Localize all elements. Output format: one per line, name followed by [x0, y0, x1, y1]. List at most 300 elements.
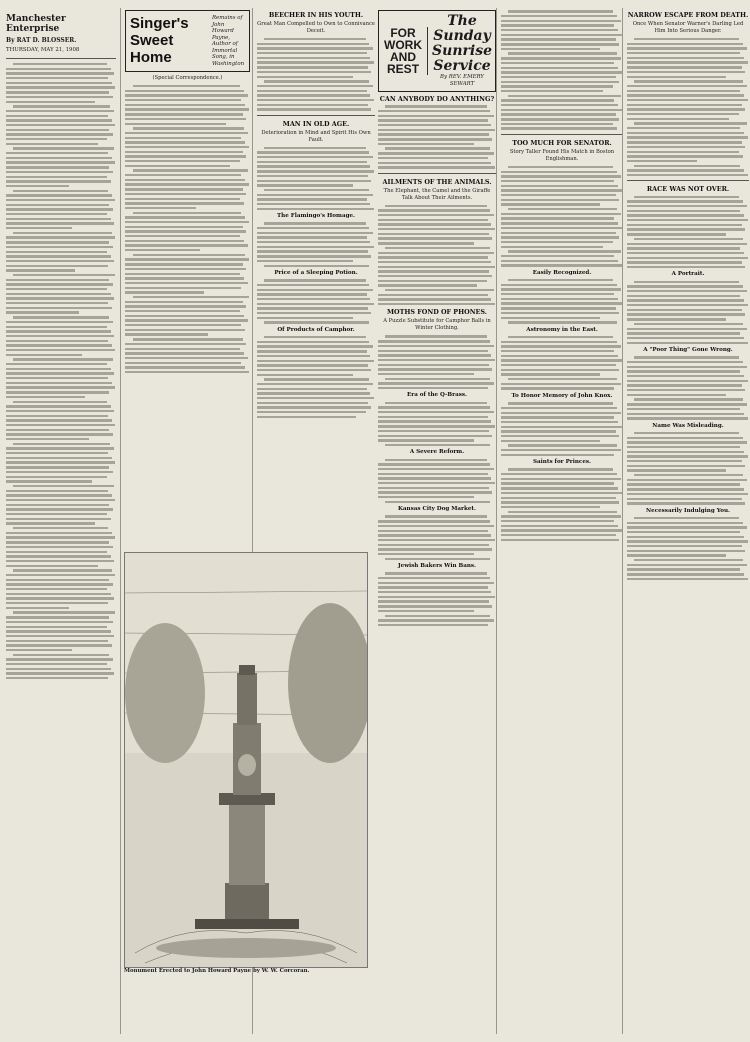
headline-flamingo: The Flamingo's Homage. [277, 213, 355, 220]
text-line [378, 284, 477, 286]
text-line [257, 411, 366, 413]
column-5-body-b [501, 166, 623, 267]
subhead-moths: A Puzzle Substitute for Camphor Balls in Winter Clothing. [383, 318, 491, 332]
text-line [264, 321, 369, 323]
text-line [125, 324, 241, 326]
text-line [257, 85, 373, 87]
text-line [627, 295, 740, 297]
text-line [6, 672, 114, 674]
text-line [6, 124, 115, 126]
text-line [378, 406, 490, 408]
column-4-body-c [378, 335, 496, 389]
text-line [508, 208, 617, 210]
text-line [257, 108, 371, 110]
text-line [501, 99, 614, 101]
headline-senator: TOO MUCH FOR SENATOR. [512, 138, 612, 147]
text-line [627, 417, 748, 419]
dateline: (Special Correspondence.) [152, 75, 223, 81]
issue-date: THURSDAY, MAY 21, 1908 [6, 47, 80, 53]
text-line [385, 402, 486, 404]
text-line [257, 57, 370, 59]
text-line [501, 534, 616, 536]
text-line [501, 312, 619, 314]
text-line [378, 354, 491, 356]
text-line [378, 294, 488, 296]
text-line [133, 127, 244, 129]
text-line [378, 275, 492, 277]
text-line [378, 233, 489, 235]
text-line [6, 307, 112, 309]
text-line [378, 373, 474, 375]
text-line [627, 224, 742, 226]
text-line [6, 452, 108, 454]
text-line [378, 487, 489, 489]
text-line [378, 582, 494, 584]
headline-astronomy: Astronomy in the East. [526, 326, 598, 333]
text-line [627, 66, 742, 68]
text-line [257, 298, 370, 300]
text-line [627, 488, 744, 490]
text-line [257, 47, 373, 49]
text-line [257, 203, 370, 205]
text-line [257, 94, 370, 96]
text-line [627, 479, 747, 481]
column-1-body [6, 63, 116, 679]
text-line [501, 478, 621, 480]
text-line [508, 52, 617, 54]
text-line [378, 468, 494, 470]
text-line [501, 373, 600, 375]
text-line [385, 459, 486, 461]
text-line [125, 226, 243, 228]
text-line [501, 227, 622, 229]
column-4-body-d [378, 402, 496, 447]
text-line [378, 252, 494, 254]
text-line [125, 305, 246, 307]
text-line [634, 356, 739, 358]
text-line [264, 378, 369, 380]
text-line [125, 137, 241, 139]
text-line [6, 86, 115, 88]
text-line [6, 490, 108, 492]
text-line [378, 491, 492, 493]
text-line [378, 350, 488, 352]
column-5-body-f [501, 468, 623, 541]
banner-title: The Sunday Sunrise Service [432, 13, 492, 74]
text-line [264, 336, 365, 338]
text-line [257, 360, 374, 362]
text-line [257, 397, 374, 399]
text-line [6, 293, 111, 295]
text-line [378, 162, 491, 164]
column-5-body-d [501, 336, 623, 390]
text-line [6, 321, 113, 323]
text-line [627, 578, 748, 580]
column-6-body-d [627, 356, 749, 419]
text-line [627, 313, 745, 315]
monument-caption: Monument Erected to John Howard Payne by W. W. Corcoran. [124, 968, 310, 974]
text-line [264, 189, 369, 191]
text-line [627, 318, 726, 320]
text-line [6, 649, 72, 651]
singer-subhead: Remains of John Howard Payne, Author of Immortal Song, in Washington [212, 15, 245, 67]
text-line [257, 194, 373, 196]
text-line [627, 361, 743, 363]
text-line [6, 133, 113, 135]
text-line [125, 123, 226, 125]
text-line [385, 205, 486, 207]
headline-jewish-bakers: Jewish Bakers Win Bans. [398, 563, 476, 570]
text-line [378, 539, 495, 541]
text-line [501, 501, 619, 503]
text-line [378, 496, 474, 498]
text-line [501, 350, 614, 352]
subhead-beecher: Great Man Compelled to Own to Connivance Deceit. [257, 21, 375, 34]
text-line [6, 91, 109, 93]
text-line [6, 396, 85, 398]
text-line [125, 165, 230, 167]
text-line [6, 222, 114, 224]
text-line [6, 297, 114, 299]
text-line [133, 254, 246, 256]
text-line [378, 435, 492, 437]
text-line [6, 96, 113, 98]
text-line [627, 531, 740, 533]
headline-name-misleading: Name Was Misleading. [652, 422, 724, 429]
text-line [6, 185, 69, 187]
text-line [378, 605, 492, 607]
text-line [6, 119, 112, 121]
text-line [257, 151, 369, 153]
text-line [257, 388, 367, 390]
text-line [378, 340, 490, 342]
text-line [125, 99, 241, 101]
banner-right [432, 14, 492, 88]
text-line [6, 204, 109, 206]
text-line [6, 279, 109, 281]
text-line [627, 85, 747, 87]
text-line [6, 476, 107, 478]
text-line [257, 307, 368, 309]
text-line [501, 213, 621, 215]
text-line [378, 209, 490, 211]
text-line [257, 364, 368, 366]
column-3-body-e [257, 336, 375, 418]
text-line [501, 345, 621, 347]
text-line [13, 274, 115, 276]
text-line [627, 375, 744, 377]
text-line [13, 232, 112, 234]
text-line [378, 368, 492, 370]
text-line [6, 344, 112, 346]
headline-poor-thing: A "Poor Thing" Gone Wrong. [643, 346, 733, 353]
text-line [133, 212, 242, 214]
text-line [257, 317, 353, 319]
text-line [6, 227, 72, 229]
text-line [13, 527, 109, 529]
text-line [257, 71, 371, 73]
banner-left-label: FOR WORK AND REST [382, 27, 428, 75]
text-line [6, 326, 107, 328]
text-line [627, 146, 745, 148]
text-line [6, 246, 113, 248]
column-4-body-e [378, 459, 496, 504]
text-line [125, 352, 244, 354]
text-line [6, 194, 112, 196]
divider [627, 180, 749, 181]
text-line [6, 176, 107, 178]
text-line [627, 104, 742, 106]
text-line [501, 24, 614, 26]
text-line [501, 482, 614, 484]
text-line [6, 630, 111, 632]
headline-indulging: Necessarily Indulging You. [646, 507, 730, 514]
text-line [378, 411, 494, 413]
column-5-body-e [501, 402, 623, 456]
text-line [6, 161, 115, 163]
text-line [125, 118, 246, 120]
text-line [627, 522, 743, 524]
text-line [257, 161, 367, 163]
text-line [6, 513, 107, 515]
text-line [634, 517, 739, 519]
text-line [634, 165, 740, 167]
text-line [385, 444, 490, 446]
text-line [378, 242, 474, 244]
text-line [501, 449, 621, 451]
text-line [257, 345, 373, 347]
text-line [627, 257, 748, 259]
singer-headline: Singer's Sweet Home [130, 15, 189, 66]
text-line [501, 113, 616, 115]
text-line [501, 497, 616, 499]
text-line [13, 316, 110, 318]
text-line [627, 290, 747, 292]
text-line [378, 303, 495, 305]
text-line [125, 188, 243, 190]
text-line [627, 342, 748, 344]
text-line [125, 151, 243, 153]
text-line [378, 256, 488, 258]
text-line [125, 113, 243, 115]
column-5 [496, 8, 623, 1034]
text-line [257, 241, 370, 243]
subhead-ailments: The Elephant, the Camel and the Giraffe Talk About Their Ailments. [383, 187, 491, 201]
text-line [125, 160, 240, 162]
text-line [627, 94, 744, 96]
text-line [627, 47, 747, 49]
text-line [378, 157, 488, 159]
text-line [6, 363, 107, 365]
column-1 [6, 8, 116, 1034]
text-line [257, 236, 367, 238]
text-line [6, 438, 89, 440]
text-line [627, 141, 742, 143]
text-line [378, 364, 489, 366]
text-line [501, 71, 622, 73]
text-line [501, 127, 617, 129]
subhead-senator: Story Taller Found His Match in Boston Englishman. [509, 148, 615, 162]
text-line [501, 118, 619, 120]
text-line [125, 146, 249, 148]
text-line [13, 654, 110, 656]
text-line [257, 184, 353, 186]
text-line [501, 288, 621, 290]
text-line [501, 34, 622, 36]
text-line [627, 328, 747, 330]
headline-easily-recognized: Easily Recognized. [532, 269, 592, 276]
text-line [378, 270, 489, 272]
text-line [125, 273, 240, 275]
text-line [378, 219, 488, 221]
text-line [125, 155, 246, 157]
text-line [508, 95, 620, 97]
text-line [378, 553, 474, 555]
text-line [6, 405, 111, 407]
text-line [627, 174, 748, 176]
text-line [501, 355, 618, 357]
text-line [501, 359, 622, 361]
text-line [257, 76, 353, 78]
text-line [6, 555, 111, 557]
column-2-body [125, 85, 250, 373]
text-line [6, 255, 111, 257]
headline-severe-reform: A Severe Reform. [409, 449, 465, 456]
text-line [501, 90, 603, 92]
text-line [627, 493, 748, 495]
text-line [6, 311, 79, 313]
headline-potion: Price of a Sleeping Potion. [274, 269, 358, 276]
byline: By RAT D. BLOSSER. [6, 37, 77, 44]
text-line [378, 530, 488, 532]
text-line [627, 370, 740, 372]
text-line [501, 506, 600, 508]
text-line [627, 408, 740, 410]
text-line [385, 615, 490, 617]
column-6-body-e [627, 432, 749, 505]
text-line [257, 165, 370, 167]
headline-anybody: CAN ANYBODY DO ANYTHING? [379, 95, 495, 103]
text-line [125, 244, 248, 246]
text-line [501, 435, 619, 437]
text-line [627, 113, 739, 115]
text-line [264, 80, 369, 82]
text-line [6, 72, 114, 74]
text-line [378, 280, 487, 282]
text-line [634, 398, 743, 400]
text-line [627, 118, 729, 120]
text-line [501, 539, 619, 541]
text-line [6, 602, 108, 604]
text-line [6, 583, 113, 585]
text-line [125, 207, 196, 209]
text-line [627, 384, 742, 386]
text-line [6, 593, 111, 595]
text-line [627, 219, 748, 221]
text-line [6, 180, 111, 182]
headline-beecher: BEECHER IN HIS YOUTH. [268, 11, 364, 19]
text-line [501, 317, 600, 319]
text-line [378, 228, 495, 230]
text-line [627, 465, 745, 467]
text-line [627, 483, 740, 485]
text-line [627, 71, 745, 73]
text-line [378, 482, 495, 484]
text-line [627, 247, 740, 249]
text-line [6, 265, 108, 267]
text-line [501, 264, 622, 266]
text-line [385, 147, 490, 149]
text-line [378, 382, 494, 384]
headline-narrow-escape: NARROW ESCAPE FROM DEATH. [627, 11, 749, 19]
headline-dog-market: Kansas City Dog Market. [398, 506, 476, 513]
text-line [501, 426, 622, 428]
text-line [501, 241, 613, 243]
text-line [627, 233, 726, 235]
text-line [133, 85, 241, 87]
text-line [6, 349, 115, 351]
text-line [501, 529, 622, 531]
text-line [6, 382, 112, 384]
text-line [6, 522, 95, 524]
text-line [501, 222, 618, 224]
column-3-body-d [257, 279, 375, 324]
text-line [627, 136, 748, 138]
text-line [378, 133, 489, 135]
headline-camphor: Of Products of Camphor. [277, 326, 355, 333]
text-line [125, 319, 248, 321]
text-line [264, 147, 365, 149]
text-line [501, 85, 613, 87]
column-6 [622, 8, 749, 1034]
column-6-body-b [627, 196, 749, 269]
text-line [6, 199, 115, 201]
text-line [501, 515, 621, 517]
text-line [6, 208, 113, 210]
text-line [125, 221, 249, 223]
monument-illustration [124, 552, 368, 968]
text-line [378, 439, 474, 441]
text-line [627, 90, 740, 92]
text-line [501, 416, 614, 418]
text-line [627, 536, 744, 538]
column-3-body-c [257, 222, 375, 267]
text-line [627, 151, 739, 153]
text-line [501, 246, 603, 248]
text-line [125, 357, 248, 359]
text-line [627, 540, 748, 542]
text-line [257, 246, 374, 248]
text-line [6, 213, 107, 215]
text-line [6, 574, 115, 576]
text-line [6, 457, 112, 459]
headline-old-age: MAN IN OLD AGE. [282, 119, 350, 128]
text-line [6, 471, 113, 473]
text-line [378, 425, 495, 427]
text-line [378, 138, 492, 140]
text-line [627, 394, 726, 396]
text-line [257, 303, 374, 305]
text-line [501, 260, 618, 262]
text-line [385, 378, 490, 380]
text-line [6, 644, 112, 646]
text-line [13, 611, 115, 613]
text-line [6, 588, 107, 590]
text-line [6, 565, 98, 567]
column-6-body-a [627, 38, 749, 176]
text-line [6, 335, 114, 337]
text-line [6, 288, 107, 290]
